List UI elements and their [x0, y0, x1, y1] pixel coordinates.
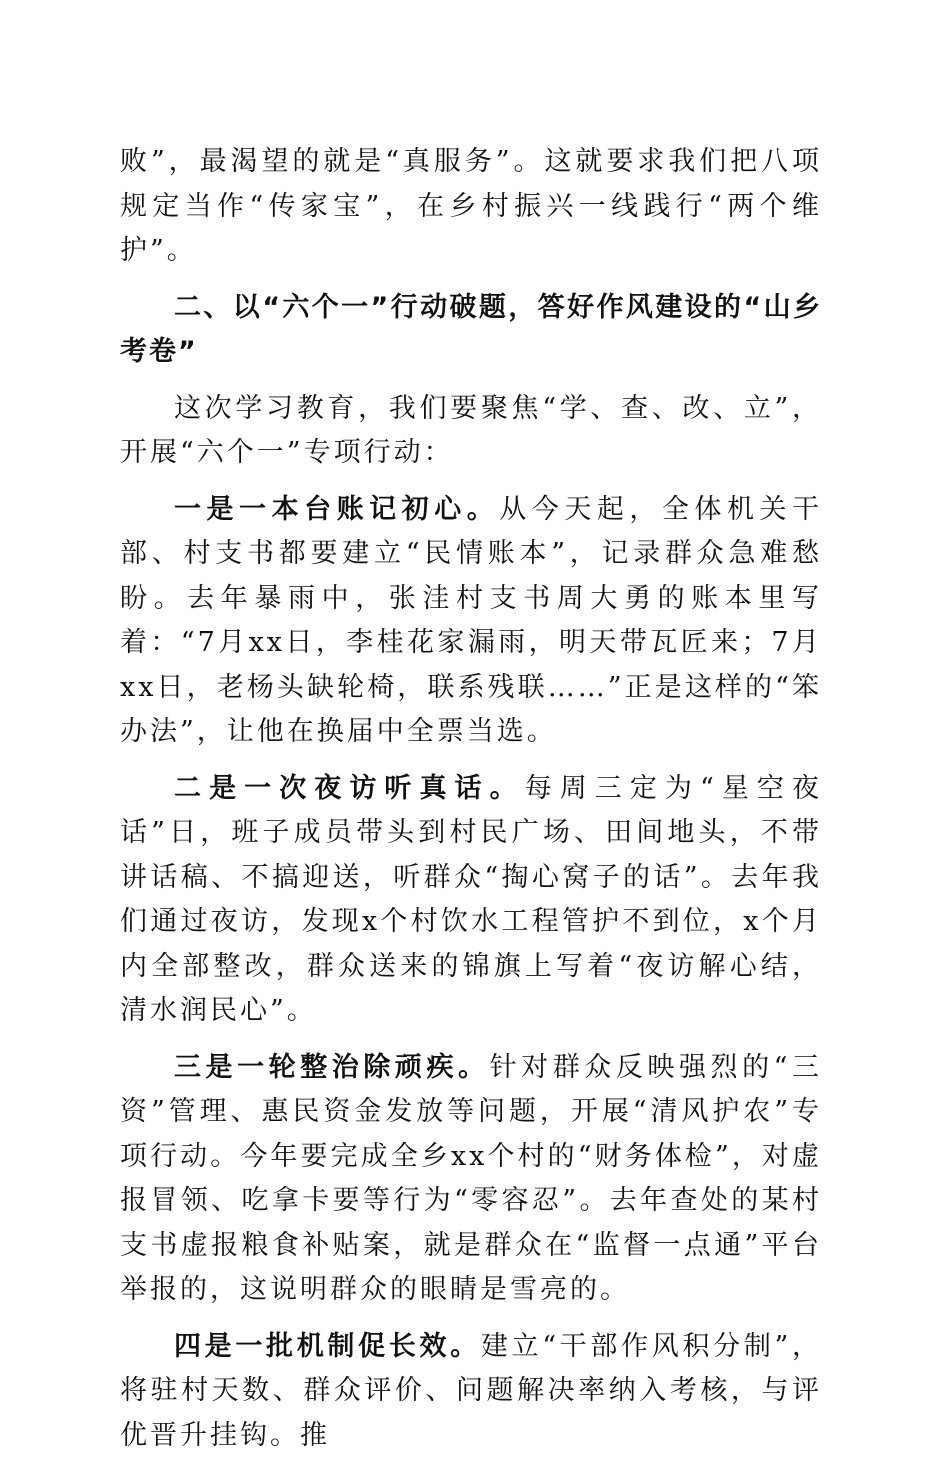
paragraph-text: 从今天起，全体机关干部、村支书都要建立“民情账本”，记录群众急难愁盼。去年暴雨中，张洼村支书周大勇的账本里写着：“7月xx日，李桂花家漏雨，明天带瓦匠来；7月xx日，老杨头缺轮椅，联系残联……”正是这样的“笨办法”，让他在换届中全票当选。 — [120, 493, 823, 747]
paragraph-text: 针对群众反映强烈的“三资”管理、惠民资金发放等问题，开展“清风护农”专项行动。今年要完成全乡xx个村的“财务体检”，对虚报冒领、吃拿卡要等行为“零容忍”。去年查处的某村支书虚报粮食补贴案，就是群众在“监督一点通”平台举报的，这说明群众的眼睛是雪亮的。 — [120, 1051, 822, 1305]
document-page — [120, 140, 822, 1470]
paragraph-item-3 — [120, 1046, 822, 1313]
paragraph-text: 建立“干部作风积分制”，将驻村天数、群众评价、问题解决率纳入考核，与评优晋升挂钩。推 — [120, 1330, 823, 1451]
paragraph-lead: 三是一轮整治除顽疾。 — [174, 1051, 490, 1083]
paragraph-lead: 四是一批机制促长效。 — [174, 1330, 481, 1362]
paragraph-text: 这次学习教育，我们要聚焦“学、查、改、立”，开展“六个一”专项行动： — [120, 392, 822, 468]
section-heading-text: 二、以“六个一”行动破题，答好作风建设的“山乡考卷” — [120, 291, 822, 367]
paragraph-text: 败”，最渴望的就是“真服务”。这就要求我们把八项规定当作“传家宝”，在乡村振兴一线践行“两个维护”。 — [120, 146, 822, 266]
paragraph-item-2 — [120, 767, 822, 1034]
paragraph-intro — [120, 387, 822, 476]
paragraph-item-4 — [120, 1325, 822, 1459]
paragraph-lead: 二是一次夜访听真话。 — [174, 772, 525, 804]
section-heading — [120, 286, 822, 375]
paragraph-text: 每周三定为“星空夜话”日，班子成员带头到村民广场、田间地头，不带讲话稿、不搞迎送，听群众“掏心窝子的话”。去年我们通过夜访，发现x个村饮水工程管护不到位，x个月内全部整改，群众送来的锦旗上写着“夜访解心结，清水润民心”。 — [120, 772, 823, 1026]
paragraph-item-1 — [120, 488, 822, 755]
paragraph-lead: 一是一本台账记初心。 — [174, 493, 500, 525]
paragraph-continuation — [120, 140, 822, 274]
